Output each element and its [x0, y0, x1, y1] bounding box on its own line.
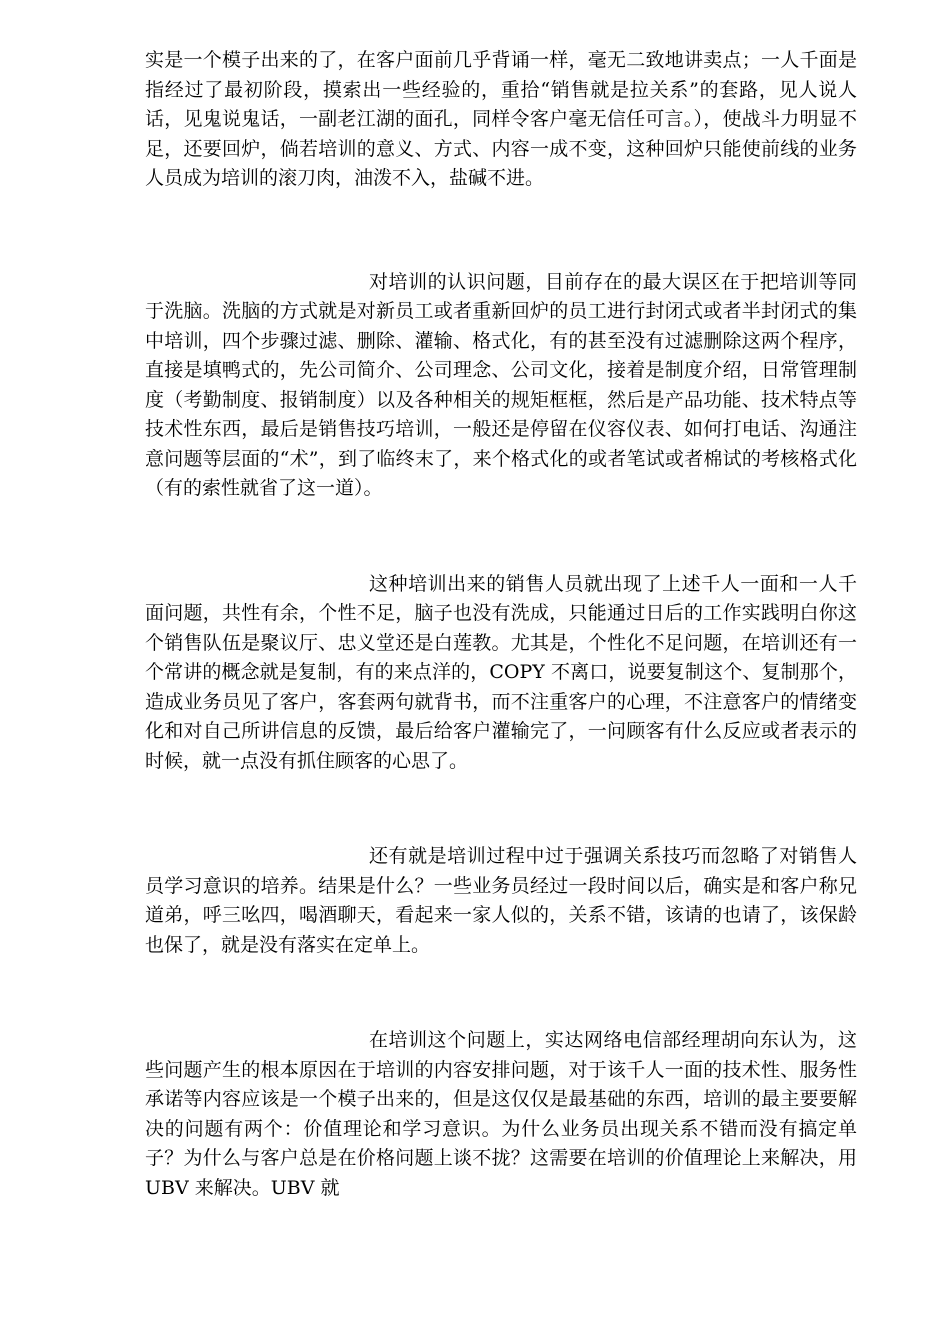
document-page: [145, 46, 857, 1203]
paragraph-uniformity-problem: 这种培训出来的销售人员就出现了上述千人一面和一人千面问题，共性有余，个性不足，脑子也没有洗成，只能通过日后的工作实践明白你这个销售队伍是聚议厅、忠义堂还是白莲教。尤其是，个性化不足问题，在培训还有一个常讲的概念就是复制，有的来点洋的，COPY 不离口，说要复制这个、复制那个，造成业务员见了客户，客套两句就背书，而不注重客户的心理，不注意客户的情绪变化和对自己所讲信息的反馈，最后给客户灌输完了，一问顾客有什么反应或者表示的时候，就一点没有抓住顾客的心思了。: [145, 572, 857, 772]
paragraph-spacer: [145, 776, 857, 842]
paragraph-spacer: [145, 960, 857, 1026]
paragraph-manager-view: 在培训这个问题上，实达网络电信部经理胡向东认为，这些问题产生的根本原因在于培训的内容安排问题，对于该千人一面的技术性、服务性承诺等内容应该是一个模子出来的，但是这仅仅是最基础的东西，培训的最主要要解决的问题有两个：价值理论和学习意识。为什么业务员出现关系不错而没有搞定单子？为什么与客户总是在价格问题上谈不拢？这需要在培训的价值理论上来解决，用 UBV 来解决。UBV 就: [145, 1029, 857, 1199]
paragraph-spacer: [145, 194, 857, 268]
paragraph-relationship-skills: 还有就是培训过程中过于强调关系技巧而忽略了对销售人员学习意识的培养。结果是什么？一些业务员经过一段时间以后，确实是和客户称兄道弟，呼三吆四，喝酒聊天，看起来一家人似的，关系不错，该请的也请了，该保龄也保了，就是没有落实在定单上。: [145, 845, 857, 956]
paragraph-continuation: 实是一个模子出来的了，在客户面前几乎背诵一样，毫无二致地讲卖点；一人千面是指经过了最初阶段，摸索出一些经验的，重拾“销售就是拉关系”的套路，见人说人话，见鬼说鬼话，一副老江湖的面孔，同样令客户毫无信任可言。），使战斗力明显不足，还要回炉，倘若培训的意义、方式、内容一成不变，这种回炉只能使前线的业务人员成为培训的滚刀肉，油泼不入，盐碱不进。: [145, 49, 857, 189]
paragraph-spacer: [145, 504, 857, 570]
paragraph-training-misconception: 对培训的认识问题，目前存在的最大误区在于把培训等同于洗脑。洗脑的方式就是对新员工或者重新回炉的员工进行封闭式或者半封闭式的集中培训，四个步骤过滤、删除、灌输、格式化，有的甚至没有过滤删除这两个程序，直接是填鸭式的，先公司简介、公司理念、公司文化，接着是制度介绍，日常管理制度（考勤制度、报销制度）以及各种相关的规矩框框，然后是产品功能、技术特点等技术性东西，最后是销售技巧培训，一般还是停留在仪容仪表、如何打电话、沟通注意问题等层面的“术”，到了临终末了，来个格式化的或者笔试或者棉试的考核格式化（有的索性就省了这一道）。: [145, 270, 857, 499]
